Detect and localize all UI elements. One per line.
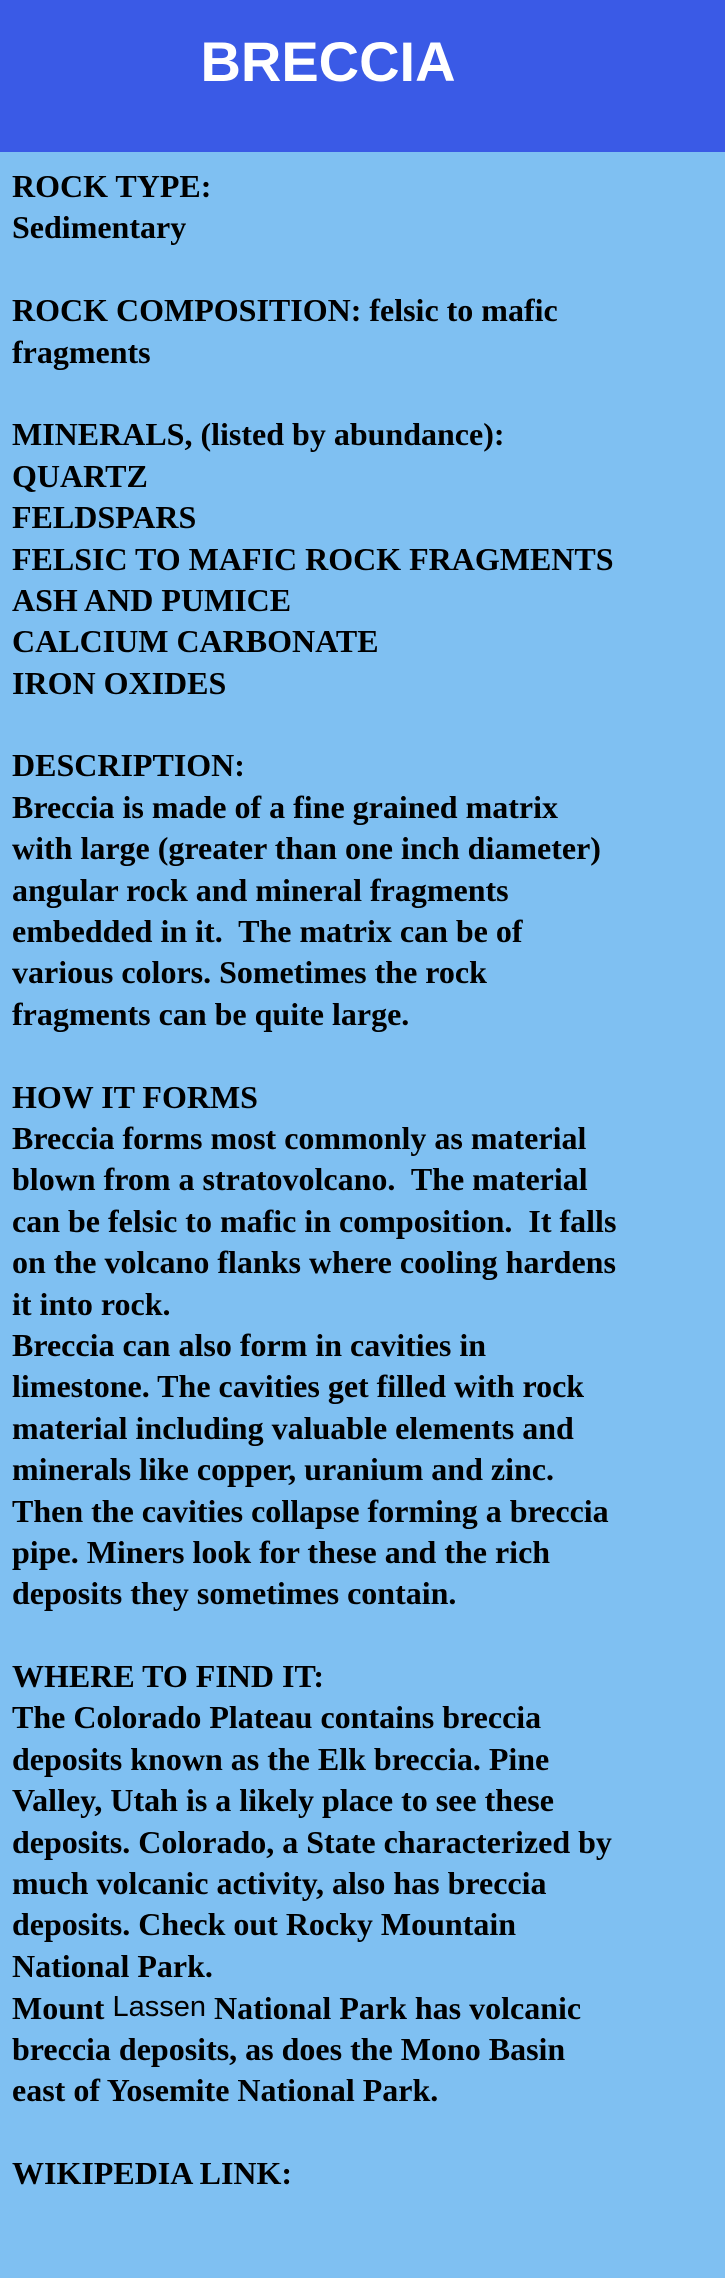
text-line: Then the cavities collapse forming a breccia [12,1492,609,1529]
mineral-item: CALCIUM CARBONATE [12,623,379,660]
title-bar [0,0,725,152]
text-line: various colors. Sometimes the rock [12,954,487,991]
text-line: it into rock. [12,1285,171,1322]
text-line: fragments can be quite large. [12,995,410,1032]
section-heading-description: DESCRIPTION: [12,747,245,784]
text-line: deposits they sometimes contain. [12,1575,457,1612]
text-line: minerals like copper, uranium and zinc. [12,1451,554,1488]
blank-line [12,1615,717,1656]
text-fragment: Mount [12,1990,113,2027]
text-line: Sedimentary [12,209,187,246]
text-line: limestone. The cavities get filled with rock [12,1368,585,1405]
text-line: Breccia forms most commonly as material [12,1119,587,1156]
section-heading-where-to-find-it: WHERE TO FIND IT: [12,1658,325,1695]
text-line: blown from a stratovolcano. The material [12,1161,588,1198]
text-line: breccia deposits, as does the Mono Basin [12,2030,566,2067]
blank-line [12,704,717,745]
blank-line [12,1035,717,1076]
article-body [12,166,717,2194]
mineral-item: FELSIC TO MAFIC ROCK FRAGMENTS [12,540,614,577]
blank-line [12,373,717,414]
text-line: Valley, Utah is a likely place to see these [12,1782,554,1819]
section-heading-how-it-forms: HOW IT FORMS [12,1078,258,1115]
text-line: Breccia can also form in cavities in [12,1326,486,1363]
text-line: angular rock and mineral fragments [12,871,509,908]
blank-line [12,2111,717,2152]
section-heading-minerals: MINERALS, (listed by abundance): [12,416,505,453]
text-line: much volcanic activity, also has breccia [12,1865,547,1902]
mineral-item: FELDSPARS [12,499,197,536]
mixed-font-line [12,1987,717,2028]
text-line: fragments [12,333,151,370]
text-line: embedded in it. The matrix can be of [12,913,523,950]
text-line: on the volcano flanks where cooling hardens [12,1244,616,1281]
text-line: National Park. [12,1947,213,1984]
wikipedia-link-label: WIKIPEDIA LINK: [12,2154,293,2191]
text-line: deposits. Colorado, a State characterized by [12,1823,612,1860]
section-heading-rock-type: ROCK TYPE: [12,168,212,204]
mineral-item: QUARTZ [12,457,148,494]
text-line: deposits. Check out Rocky Mountain [12,1906,517,1943]
text-fragment: National Park has volcanic [205,1990,582,2027]
text-line: material including valuable elements and [12,1409,574,1446]
blank-line [12,249,717,290]
text-line: east of Yosemite National Park. [12,2071,439,2108]
page-title: BRECCIA [200,30,456,93]
mineral-item: IRON OXIDES [12,664,227,701]
text-line: deposits known as the Elk breccia. Pine [12,1740,550,1777]
text-line: with large (greater than one inch diameter) [12,830,601,867]
text-line: pipe. Miners look for these and the rich [12,1533,551,1570]
text-line: The Colorado Plateau contains breccia [12,1699,542,1736]
mineral-item: ASH AND PUMICE [12,581,292,618]
lassen-word: Lassen [112,1991,206,2024]
text-line: Breccia is made of a fine grained matrix [12,788,558,825]
section-heading-rock-composition: ROCK COMPOSITION: felsic to mafic [12,292,558,329]
text-line: can be felsic to mafic in composition. It falls [12,1202,617,1239]
